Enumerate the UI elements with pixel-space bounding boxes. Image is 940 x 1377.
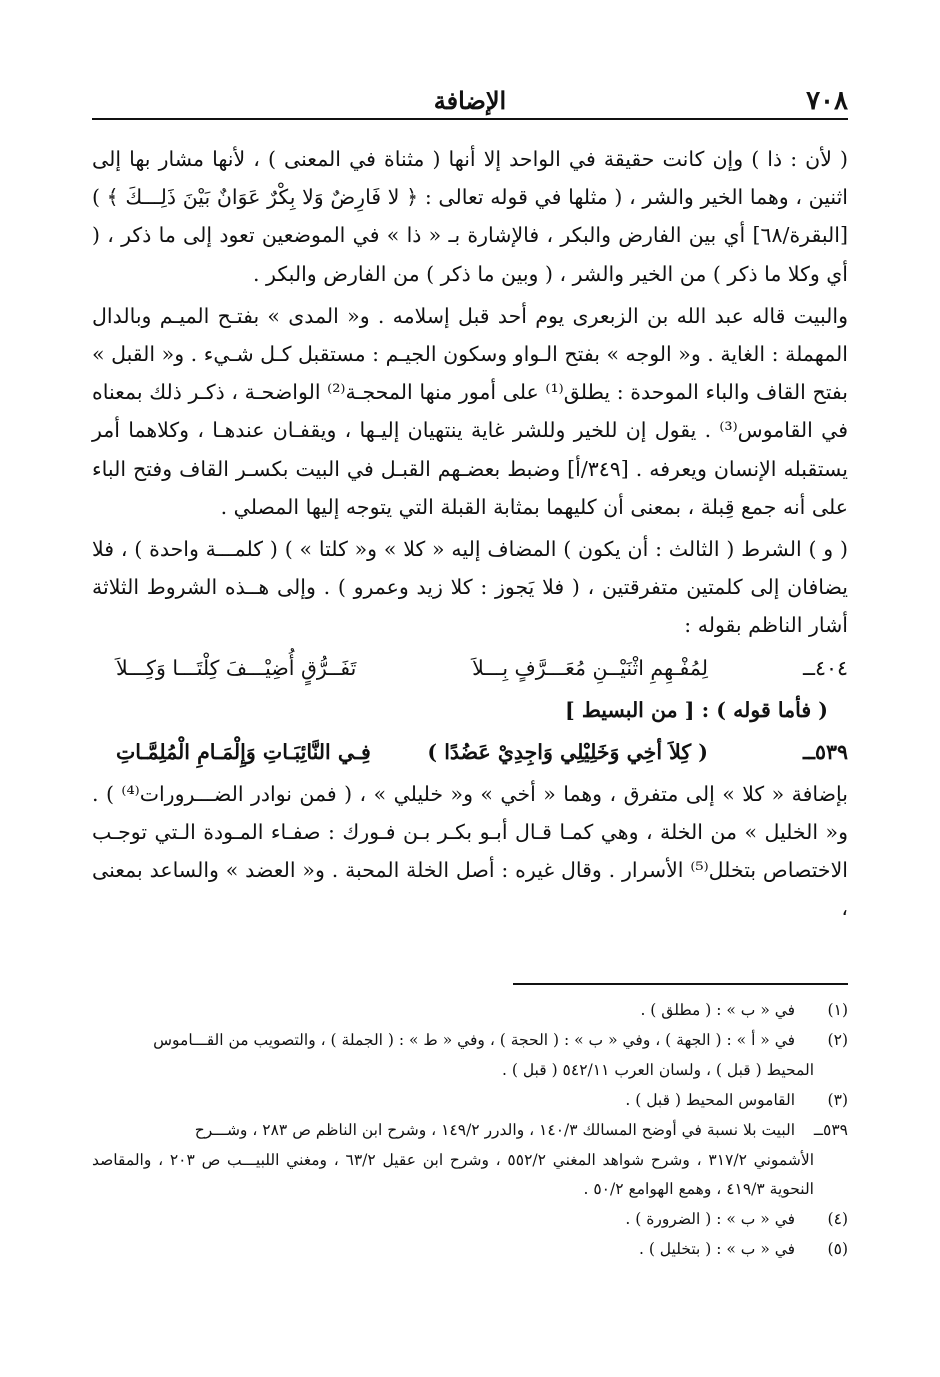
- verse-second-hemistich: تَفَــرُّقٍ أُضِيْـــفَ كِلْتَـــا وَكِـــلاَ: [116, 655, 357, 680]
- footnote: [92, 1026, 848, 1055]
- paragraph-1: ( لأن : ذا ) وإن كانت حقيقة في الواحد إلا أنها ( مثناة في المعنى ) ، لأنها مشار بها إلى اثنين ، وهما الخير والشر ، ( مثلها في قوله تعالى : ﴿ لا فَارِضٌ وَلا بِكْرٌ عَوَانٌ بَيْنَ ذَلِـــكَ ﴾ ) [البقرة/٦٨] أي بين الفارض والبكر ، فالإشارة بـ « ذا » في الموضعين تعود إلى ما ذكر ، ( أي وكلا ما ذكر ) من الخير والشر ، ( وبين ما ذكر ) من الفارض والبكر .: [92, 147, 848, 286]
- paragraph-3: ( و ) الشرط ( الثالث : أن يكون ) المضاف إليه « كلا » و« كلتا » ) ( كلمـــة واحدة ) ، فلا يضافان إلى كلمتين متفرقتين ، ( فلا يَجوز : كلا زيد وعمرو ) . وإلى هــذه الشروط الثلاثة أشار الناظم بقوله :: [92, 537, 848, 638]
- footnote-number: (٥): [827, 1240, 848, 1258]
- page-header: [92, 86, 848, 120]
- chapter-title: الإضافة: [433, 86, 507, 115]
- footnote: [92, 1086, 848, 1115]
- paragraph-4: بإضافة « كلا » إلى متفرق ، وهما « أخي » و« خليلي » ، ( فمن نوادر الضـــرورات⁽⁴⁾ ) . و« الخليل » من الخلة ، وهي كمـا قـال أبـو بكـر بـن فـورك : صفـاء المـودة الـتي توجـب الاختصاص بتخلل⁽⁵⁾ الأسرار . وقال غيره : أصل الخلة المحبة . و« العضد » والساعد بمعنى ،: [92, 781, 849, 921]
- page-number: ٧٠٨: [806, 86, 848, 116]
- footnote-number: (١): [827, 1001, 848, 1019]
- verse-first-hemistich: لِمُفْـهِمِ اثْنَيْــنِ مُعَـــرَّفٍ بِـــلاَ: [472, 655, 708, 680]
- footnote-text: في « ب » : ( مطلق ) .: [640, 1001, 796, 1019]
- main-text: [92, 140, 848, 931]
- verse-first-hemistich: ( كِلاَ أخِي وَخَلِيْلِي وَاجِدِيْ عَضُدًا ): [427, 739, 708, 764]
- footnote: [92, 1116, 848, 1145]
- footnote-text: في « ب » : ( الضرورة ) .: [625, 1210, 796, 1228]
- footnote-separator: [513, 983, 848, 985]
- footnote: [92, 996, 848, 1025]
- footnote: [92, 1235, 848, 1264]
- verse-second-hemistich: فِـي النَّائِبَـاتِ وَإِلْمَـامِ الْمُلِمَّـاتِ: [116, 739, 371, 764]
- verse-number: ٤٠٤ــ: [802, 655, 848, 680]
- verse-number: ٥٣٩ــ: [802, 739, 848, 764]
- meter-note: ( فأما قوله ) : [ من البسيط ]: [564, 697, 828, 722]
- footnote-text: القاموس المحيط ( قبل ) .: [625, 1091, 796, 1109]
- footnotes: [92, 996, 848, 1265]
- footnote-continuation: الأشموني ٣١٧/٢ ، وشرح شواهد المغني ٥٥٢/٢ ، وشرح ابن عقيل ٦٣/٢ ، ومغني اللبيـــب ص ٢٠٣ ، والمقاصد النحوية ٤١٩/٣ ، وهمع الهوامع ٥٠/٢ .: [92, 1151, 815, 1198]
- footnote-text: في « أ » : ( الجهة ) ، وفي « ب » : ( الحجة ) ، وفي « ط » : ( الجملة ) ، والتصويب من القـــاموس: [153, 1031, 796, 1049]
- footnote-number: ٥٣٩ــ: [813, 1121, 848, 1139]
- paragraph-2: والبيت قاله عبد الله بن الزبعرى يوم أحد قبل إسلامه . و« المدى » بفتـح الميـم وبالدال المهملة : الغاية . و« الوجه » بفتح الـواو وسكون الجيـم : مستقبل كـل شـيء . و« القبل » بفتح القاف والباء الموحدة : يطلق⁽¹⁾ على أمور منها المحجـة⁽²⁾ الواضحـة ، ذكـر ذلك بمعناه في القاموس⁽³⁾ . يقول إن للخير وللشر غاية ينتهيان إليـها ، ويقفـان عندهـا ، وكلاهما أمر يستقبله الإنسان ويعرفه . [٣٤٩/أ] وضبط بعضـهم القبـل في البيت بكسـر القاف وفتح الباء على أنه جمع قِبلة ، بمعنى أن كليهما بمثابة القبلة التي يتوجه إليها المصلي .: [92, 303, 848, 519]
- footnote: [92, 1205, 848, 1234]
- footnote-number: (٤): [827, 1210, 848, 1228]
- verse-404: [92, 649, 848, 687]
- footnote-text: في « ب » : ( بتخليل ) .: [638, 1240, 796, 1258]
- footnote-number: (٣): [827, 1091, 848, 1109]
- footnote-number: (٢): [827, 1031, 848, 1049]
- footnote-text: البيت بلا نسبة في أوضح المسالك ١٤٠/٣ ، والدرر ١٤٩/٢ ، وشرح ابن الناظم ص ٢٨٣ ، وشـــرح: [194, 1121, 796, 1139]
- verse-539: [92, 733, 848, 771]
- footnote-continuation: المحيط ( قبل ) ، ولسان العرب ٥٤٢/١١ ( قبل ) .: [501, 1061, 814, 1079]
